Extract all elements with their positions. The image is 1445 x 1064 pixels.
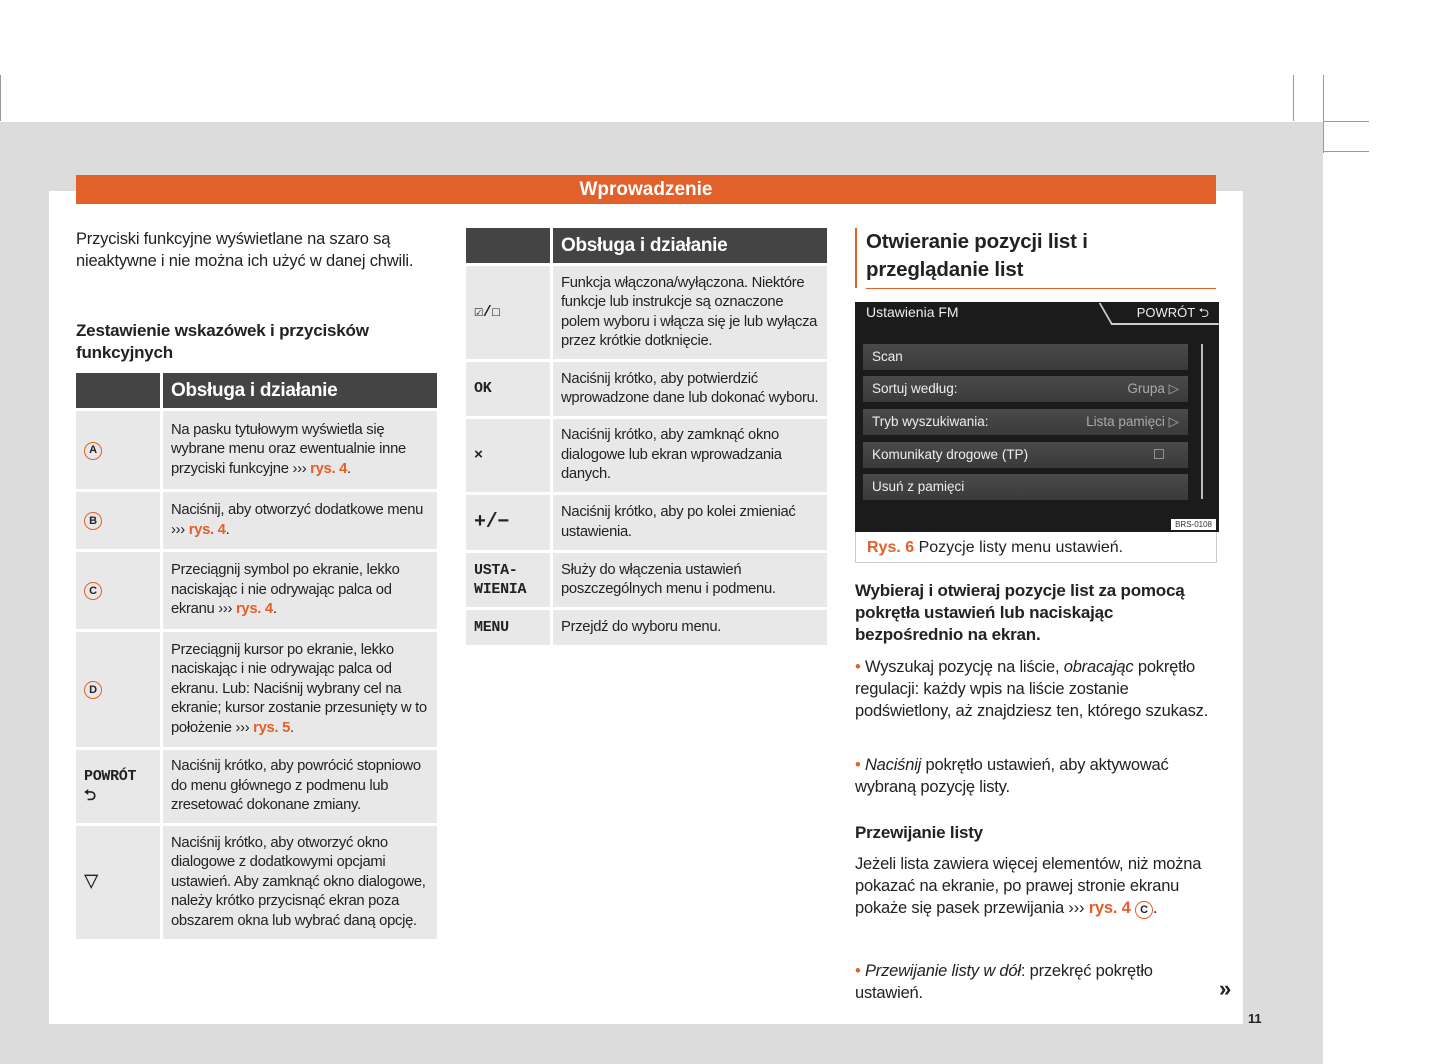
close-icon: × [466, 419, 550, 492]
menu-item-delete[interactable] [863, 474, 1188, 500]
row-text: Naciśnij krótko, aby po kolei zmieniać ustawienia. [553, 495, 827, 550]
table-header: Obsługa i działanie [163, 373, 437, 408]
scrollbar[interactable] [1201, 344, 1203, 499]
middle-table [463, 225, 830, 648]
row-text: Naciśnij krótko, aby potwierdzić wprowadzone dane lub dokonać wyboru. [553, 362, 827, 416]
continue-icon: » [1219, 976, 1232, 1001]
checkbox-icon: ☑/☐ [466, 266, 550, 359]
table-row: A Na pasku tytułowym wyświetla się wybrane menu oraz ewentualnie inne przyciski funkcyjne ››› rys. 4. [76, 411, 437, 489]
row-text: Naciśnij krótko, aby powrócić stopniowo do menu głównego z podmenu lub zresetować dokonane zmiany. [163, 750, 437, 823]
menu-item-scan[interactable] [863, 344, 1188, 370]
table-row [466, 495, 827, 550]
title-accent [855, 228, 857, 288]
checkbox-icon[interactable]: ☐ [1152, 447, 1165, 462]
item-value: Lista pamięci ▷ [1086, 414, 1179, 429]
figure-caption [855, 532, 1217, 563]
item-value: Grupa ▷ [1127, 381, 1179, 396]
bullet-2: • Naciśnij pokrętło ustawień, aby aktywować wybraną pozycję listy. [855, 756, 1169, 796]
table-row: D Przeciągnij kursor po ekranie, lekko naciskając i nie odrywając palca od ekranu. Lub: Naciśnij wybrany cel na ekranie; kursor zostanie przesunięty w to położenie ››› rys. 5. [76, 632, 437, 747]
table-row [466, 362, 827, 416]
marker-b: B [84, 512, 102, 530]
fm-settings-screen [855, 302, 1219, 532]
back-button[interactable]: POWRÓT ⮌ [1136, 305, 1209, 320]
figure-code: BRS-0108 [1171, 519, 1216, 530]
crop-mark [1323, 121, 1369, 122]
left-heading: Zestawienie wskazówek i przycisków funkcyjnych [76, 321, 369, 362]
table-header: Obsługa i działanie [553, 228, 827, 263]
bullet-1: • Wyszukaj pozycję na liście, obracając pokrętło regulacji: każdy wpis na liście zostanie podświetlony, aż znajdziesz ten, którego szukasz. [855, 658, 1209, 720]
item-label: Usuń z pamięci [872, 479, 965, 494]
bullet-3: • Przewijanie listy w dół: przekręć pokrętło ustawień. [855, 962, 1153, 1002]
left-table [73, 370, 440, 942]
table-row [76, 826, 437, 939]
intro-text: Przyciski funkcyjne wyświetlane na szaro są nieaktywne i nie można ich użyć w danej chwili. [76, 230, 414, 270]
row-text: Naciśnij krótko, aby zamknąć okno dialogowe lub ekran wprowadzania danych. [553, 419, 827, 492]
table-row: C Przeciągnij symbol po ekranie, lekko naciskając i nie odrywając palca od ekranu ››› rys. 4. [76, 552, 437, 629]
marker-c: C [1135, 901, 1153, 919]
table-row [466, 419, 827, 492]
marker-a: A [84, 442, 102, 460]
item-label: Tryb wyszukiwania: [872, 414, 989, 429]
item-label: Scan [872, 349, 903, 364]
crop-mark [1323, 75, 1324, 153]
settings-key: USTA-WIENIA [466, 553, 550, 607]
marker-d: D [84, 681, 102, 699]
menu-key: MENU [466, 610, 550, 645]
subheading: Przewijanie listy [855, 823, 983, 842]
row-text: Przeciągnij kursor po ekranie, lekko naciskając i nie odrywając palca od ekranu. Lub: Naciśnij wybrany cel na ekranie; kursor zostanie przesunięty w to położenie ››› [171, 641, 427, 736]
page-number: 11 [1248, 1011, 1262, 1026]
row-text: Służy do włączenia ustawień poszczególnych menu i podmenu. [553, 553, 827, 607]
item-label: Komunikaty drogowe (TP) [872, 447, 1029, 462]
figure-link[interactable]: rys. 4 [1088, 899, 1131, 917]
menu-item-traffic[interactable] [863, 442, 1188, 468]
crop-mark [0, 75, 1, 121]
row-text: Przejdź do wyboru menu. [553, 610, 827, 645]
ok-key: OK [466, 362, 550, 416]
row-text: Naciśnij, aby otworzyć dodatkowe menu ››› [171, 502, 424, 538]
section-banner: Wprowadzenie [76, 175, 1216, 204]
figure-link[interactable]: rys. 4 [188, 521, 226, 538]
scroll-paragraph: Jeżeli lista zawiera więcej elementów, niż można pokazać na ekranie, po prawej stronie ekranu pokaże się pasek przewijania ››› rys. 4 C . [855, 855, 1202, 917]
row-text: Przeciągnij symbol po ekranie, lekko naciskając i nie odrywając palca od ekranu ››› [171, 562, 400, 618]
lead-text: Wybieraj i otwieraj pozycje list za pomocą pokrętła ustawień lub naciskając bezpośrednio na ekran. [855, 581, 1185, 644]
row-text: Funkcja włączona/wyłączona. Niektóre funkcje lub instrukcje są oznaczone polem wyboru i włącza się je lub wyłącza przez krótkie dotknięcie. [553, 266, 827, 359]
table-row [466, 266, 827, 359]
row-text: Naciśnij krótko, aby otworzyć okno dialogowe z dodatkowymi opcjami ustawień. Aby zamknąć okno dialogowe, należy krótko przycisnąć ekran poza obszarem okna lub wybrać daną opcję. [163, 826, 437, 939]
triangle-down-icon: ▽ [76, 826, 160, 939]
screen-title: Ustawienia FM [866, 304, 959, 320]
crop-mark [1323, 151, 1369, 152]
marker-c: C [84, 582, 102, 600]
menu-item-search-mode[interactable] [863, 409, 1188, 435]
caption-ref: Rys. 6 [867, 539, 915, 556]
back-key: POWRÓT ⮌ [76, 750, 160, 823]
row-text: Na pasku tytułowym wyświetla się wybrane menu oraz ewentualnie inne przyciski funkcyjne ››› [171, 421, 406, 477]
crop-mark [1293, 75, 1294, 121]
table-row [466, 553, 827, 607]
figure-link[interactable]: rys. 4 [310, 460, 348, 477]
item-label: Sortuj według: [872, 381, 958, 396]
title-underline [866, 288, 1216, 289]
figure-link[interactable]: rys. 4 [235, 601, 273, 618]
table-row [76, 750, 437, 823]
table-row [466, 610, 827, 645]
plus-minus-icon: +/− [466, 495, 550, 550]
section-title: Otwieranie pozycji list i przeglądanie list [866, 230, 1088, 281]
menu-item-sort[interactable] [863, 376, 1188, 402]
caption-text: Pozycje listy menu ustawień. [918, 539, 1124, 556]
figure-link[interactable]: rys. 5 [253, 719, 291, 736]
table-row: B Naciśnij, aby otworzyć dodatkowe menu ››› rys. 4. [76, 492, 437, 549]
